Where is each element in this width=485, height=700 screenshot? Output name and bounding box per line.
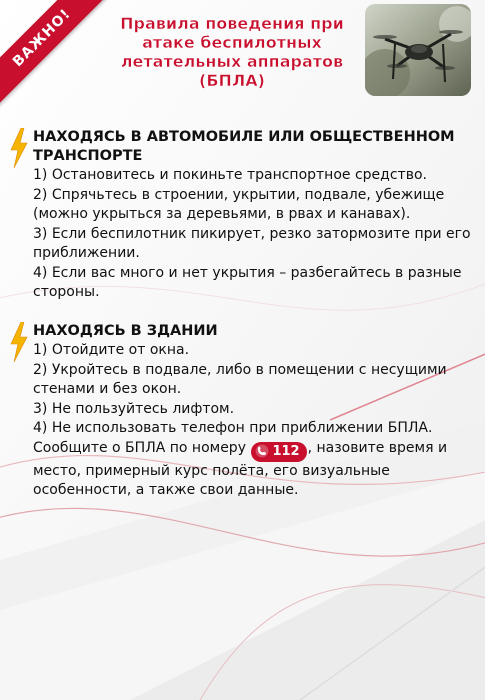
important-ribbon <box>0 0 110 110</box>
title-line: (БПЛА) <box>199 71 265 90</box>
section-heading: НАХОДЯСЬ В АВТОМОБИЛЕ ИЛИ ОБЩЕСТВЕННОМ ТРАНСПОРТЕ <box>33 129 455 164</box>
section-heading: НАХОДЯСЬ В ЗДАНИИ <box>33 323 218 339</box>
phone-icon <box>255 444 269 458</box>
list-item: 3) Не пользуйтесь лифтом. <box>33 400 235 417</box>
phone-badge <box>251 442 306 462</box>
list-item: 2) Укройтесь в подвале, либо в помещении с несущими стенами и без окон. <box>33 361 447 397</box>
list-item-text: 4) Не использовать телефон при приближении БПЛА. Сообщите о БПЛА по номеру <box>33 420 433 456</box>
list-item-text: , назовите время и место, примерный курс полёта, его визуальные особенности, а также свои данные. <box>33 439 448 498</box>
list-item: 3) Если беспилотник пикирует, резко затормозите при его приближении. <box>33 225 471 261</box>
list-item: 1) Отойдите от окна. <box>33 342 190 358</box>
lightning-icon <box>9 128 29 168</box>
section-vehicle <box>9 128 479 303</box>
list-item <box>33 419 479 501</box>
drone-illustration <box>365 4 471 96</box>
title-line: летательных аппаратов <box>120 52 344 71</box>
important-ribbon-label: ВАЖНО! <box>0 0 110 106</box>
lightning-icon <box>9 322 29 362</box>
section-building <box>9 322 479 501</box>
list-item: 1) Остановитесь и покиньте транспортное средство. <box>33 167 427 183</box>
phone-number: 112 <box>272 443 300 459</box>
title-line: Правила поведения при <box>120 14 344 33</box>
title-line: атаке беспилотных <box>142 33 322 52</box>
list-item: 4) Если вас много и нет укрытия – разбегайтесь в разные стороны. <box>33 264 462 300</box>
list-item: 2) Спрячьтесь в строении, укрытии, подвале, убежище (можно укрыться за деревьями, в рвах и канавах). <box>33 186 445 222</box>
page-title <box>98 14 366 90</box>
